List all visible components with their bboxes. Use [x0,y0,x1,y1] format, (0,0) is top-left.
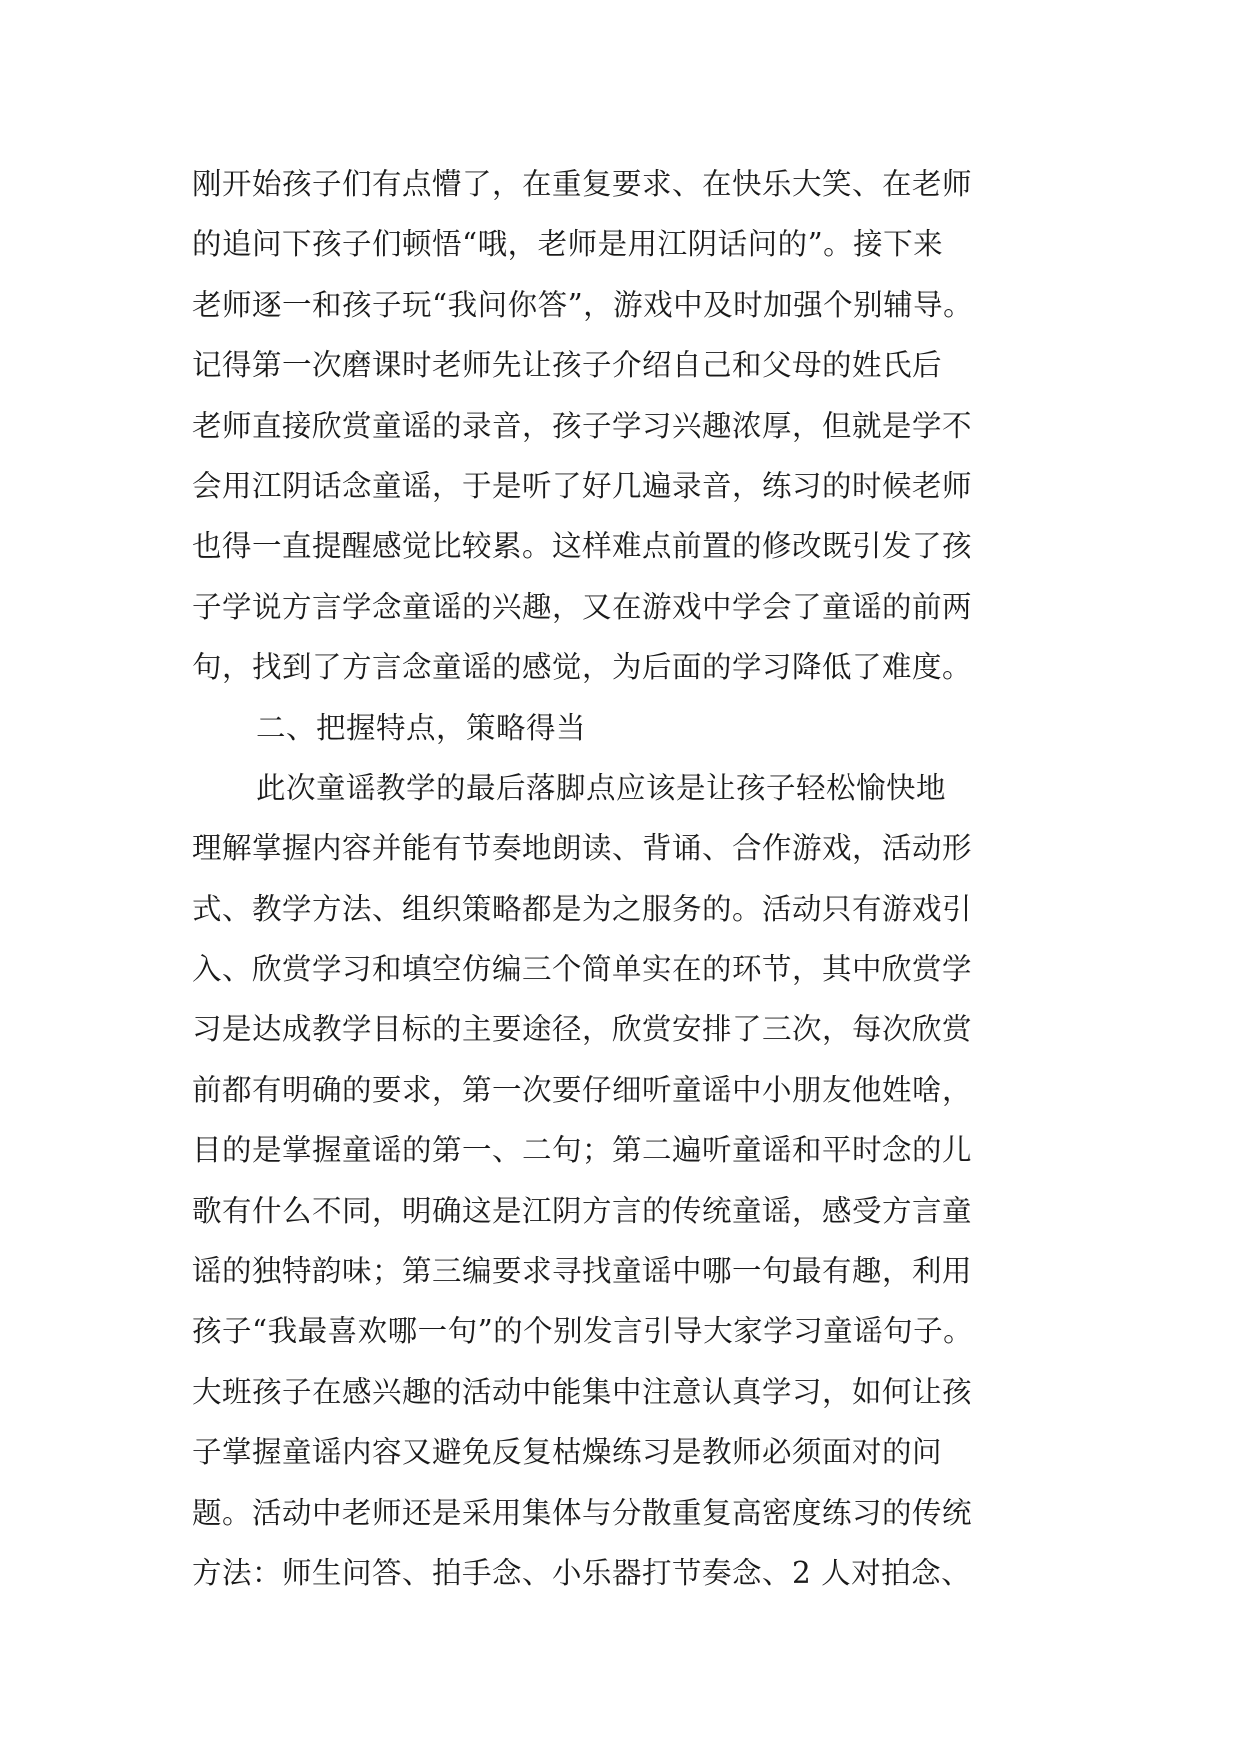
text-line: 理解掌握内容并能有节奏地朗读、背诵、合作游戏，活动形 [192,831,973,866]
body-text [192,154,1072,1603]
text-line: 老师直接欣赏童谣的录音，孩子学习兴趣浓厚，但就是学不 [192,408,973,443]
text-line: 歌有什么不同，明确这是江阴方言的传统童谣，感受方言童 [192,1193,973,1228]
text-line: 记得第一次磨课时老师先让孩子介绍自己和父母的姓氏后 [192,348,943,383]
text-line: 方法：师生问答、拍手念、小乐器打节奏念、2 人对拍念、 [192,1555,972,1590]
text-line: 子学说方言学念童谣的兴趣，又在游戏中学会了童谣的前两 [192,589,973,624]
text-line: 子掌握童谣内容又避免反复枯燥练习是教师必须面对的问 [192,1435,943,1470]
text-line: 习是达成教学目标的主要途径，欣赏安排了三次，每次欣赏 [192,1012,973,1047]
text-line: 题。活动中老师还是采用集体与分散重复高密度练习的传统 [192,1495,973,1530]
paragraph-first-line: 此次童谣教学的最后落脚点应该是让孩子轻松愉快地 [256,770,947,805]
text-line: 孩子“我最喜欢哪一句”的个别发言引导大家学习童谣句子。 [192,1314,974,1349]
text-line: 式、教学方法、组织策略都是为之服务的。活动只有游戏引 [192,891,973,926]
text-line: 前都有明确的要求，第一次要仔细听童谣中小朋友他姓啥， [192,1072,973,1107]
text-line: 大班孩子在感兴趣的活动中能集中注意认真学习，如何让孩 [192,1374,973,1409]
text-line: 入、欣赏学习和填空仿编三个简单实在的环节，其中欣赏学 [192,952,973,987]
text-line: 的追问下孩子们顿悟“哦，老师是用江阴话问的”。接下来 [192,227,944,262]
text-line: 也得一直提醒感觉比较累。这样难点前置的修改既引发了孩 [192,529,973,564]
section-heading: 二、把握特点，策略得当 [256,710,587,745]
text-line: 谣的独特韵味；第三编要求寻找童谣中哪一句最有趣，利用 [192,1254,973,1289]
text-line: 句，找到了方言念童谣的感觉，为后面的学习降低了难度。 [192,650,973,685]
text-line: 目的是掌握童谣的第一、二句；第二遍听童谣和平时念的儿 [192,1133,973,1168]
text-line: 刚开始孩子们有点懵了，在重复要求、在快乐大笑、在老师 [192,167,973,201]
text-line: 老师逐一和孩子玩“我问你答”，游戏中及时加强个别辅导。 [192,287,974,322]
text-line: 会用江阴话念童谣，于是听了好几遍录音，练习的时候老师 [192,468,973,503]
